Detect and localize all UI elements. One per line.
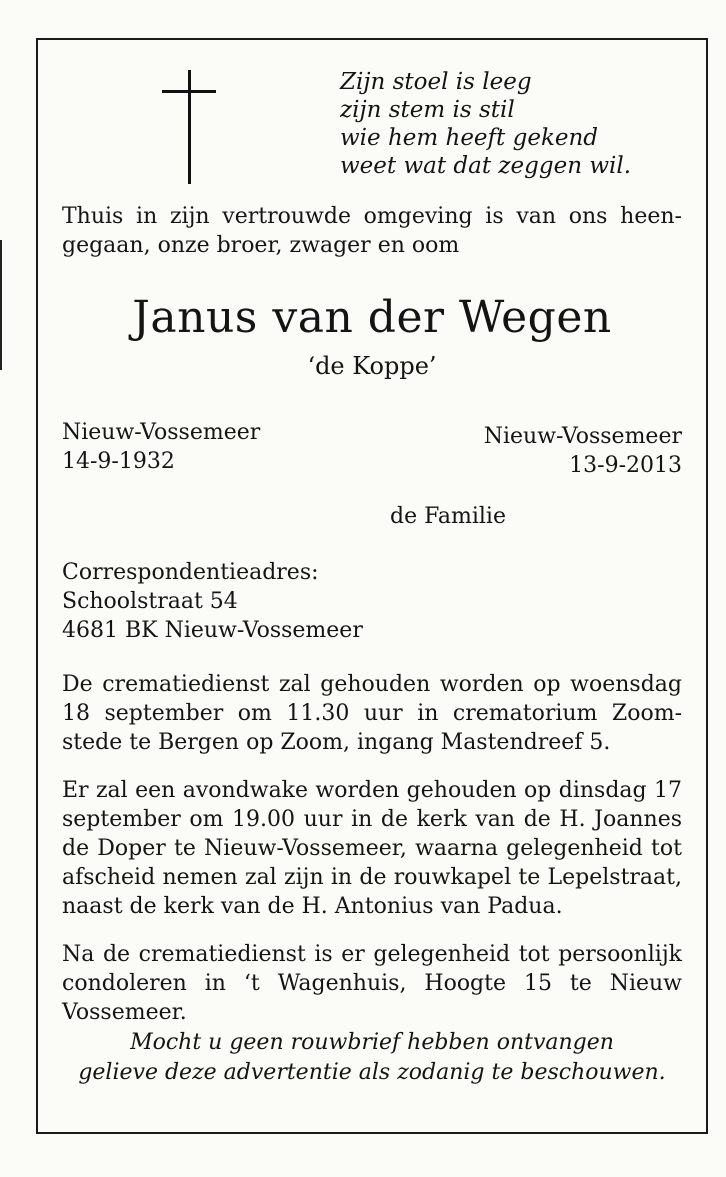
poem-line: zijn stem is stil [340,97,515,123]
death-info [484,422,682,480]
column-divider-line [0,240,2,370]
memorial-poem [340,68,631,180]
birth-place: Nieuw-Vossemeer [62,420,261,445]
deceased-nickname: ‘de Koppe’ [307,352,437,380]
obituary-notice [36,38,708,1134]
cremation-paragraph: De crematiedienst zal gehouden worden op woensdag 18 september om 11.30 uur in crematorium Zoom- stede te Bergen op Zoom, ingang Mastendreef 5. [62,672,682,755]
deceased-name: Janus van der Wegen [132,292,612,343]
poem-line: weet wat dat zeggen wil. [340,153,632,179]
address-city: 4681 BK Nieuw-Vossemeer [62,618,363,643]
intro-text: Thuis in zijn vertrouwde omgeving is van ons heen- gegaan, onze broer, zwager en oom [62,204,682,258]
correspondence-address [62,558,363,645]
cross-icon [162,70,216,184]
address-label: Correspondentieadres: [62,560,319,585]
poem-line: Zijn stoel is leeg [340,69,532,95]
address-street: Schoolstraat 54 [62,589,238,614]
birth-info [62,418,260,476]
death-place: Nieuw-Vossemeer [483,424,682,449]
poem-line: wie hem heeft gekend [340,125,599,151]
closing-note: Mocht u geen rouwbrief hebben ontvangen gelieve deze advertentie als zodanig te beschouwen. [78,1030,666,1085]
vigil-paragraph: Er zal een avondwake worden gehouden op dinsdag 17 september om 19.00 uur in de kerk van de H. Joannes de Doper te Nieuw-Vossemeer, waarna gelegenheid tot afscheid nemen zal zijn in de rouwkapel te Lepelstraat, naast de kerk van de H. Antonius van Padua. [62,778,682,919]
family-signature: de Familie [390,504,506,529]
birth-date: 14-9-1932 [62,449,175,474]
condolence-paragraph: Na de crematiedienst is er gelegenheid tot persoonlijk condoleren in ‘t Wagenhuis, Hoogte 15 te Nieuw Vossemeer. [62,942,682,1025]
death-date: 13-9-2013 [569,453,682,478]
